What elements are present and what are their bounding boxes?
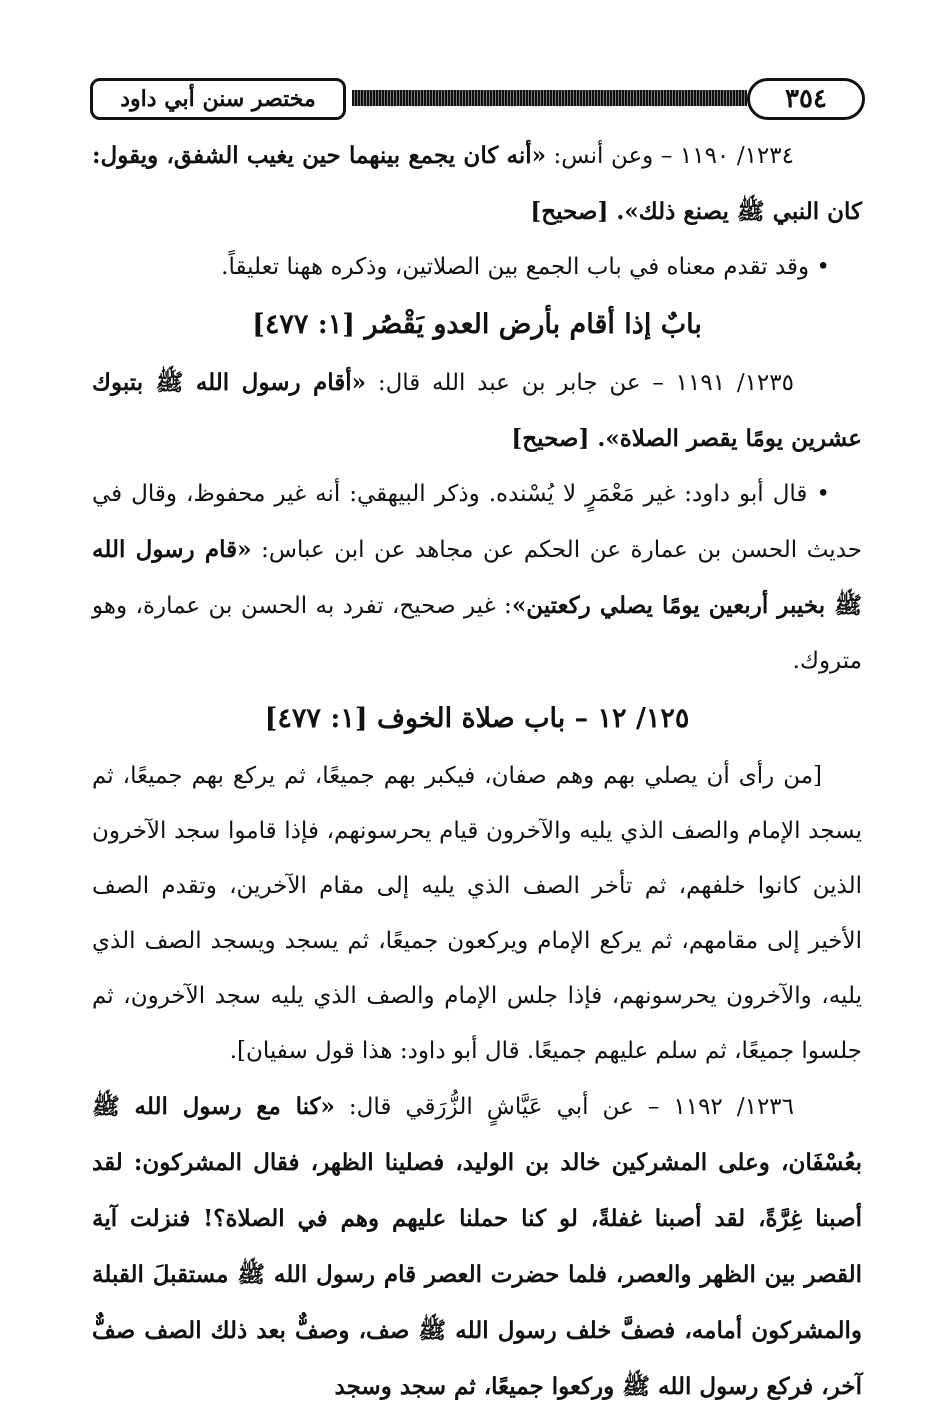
hadith-intro: – عن أبي عَيَّاشٍ الزُّرَقي قال: (334, 1094, 674, 1120)
book-title (90, 78, 346, 120)
note-text-part1: • قال أبو داود: غير مَعْمَرٍ لا يُسْنده. وذكر البيهقي: أنه غير محفوظ، وقال في حديث الحسن بن عمارة عن الحكم عن مجاهد عن ابن عباس: (92, 481, 862, 563)
hadith-1236 (92, 1079, 862, 1415)
chapter-heading-1: بابٌ إذا أقام بأرض العدو يَقْصُر [١: ٤٧٧] (252, 309, 702, 340)
hadith-number: ١٢٣٦/ ١١٩٢ (673, 1094, 795, 1120)
hadith-text: «أنه كان يجمع بينهما حين يغيب الشفق، ويقول: كان النبي ﷺ يصنع ذلك». [صحيح] (92, 142, 862, 225)
hadith-1235 (92, 355, 862, 467)
book-title-text: مختصر سنن أبي داود (120, 86, 316, 112)
page-number (747, 78, 865, 120)
commentary-note-1: • وقد تقدم معناه في باب الجمع بين الصلاتين، وذكره ههنا تعليقاً. (221, 254, 830, 280)
hadith-number: ١٢٣٤/ ١١٩٠ (679, 143, 794, 169)
page-content (92, 128, 862, 1415)
page-number-text: ٣٥٤ (785, 84, 827, 114)
chapter-summary: [من رأى أن يصلي بهم وهم صفان، فيكبر بهم جميعًا، ثم يركع بهم جميعًا، ثم يسجد الإمام والصف الذي يليه والآخرون قيام يحرسونهم، فإذا قاموا سجد الآخرون الذين كانوا خلفهم، ثم تأخر الصف الذي يليه إلى مقام الآخرين، وتقدم الصف الأخير إلى مقامهم، ثم يركع الإمام ويركعون جميعًا، ثم يسجد ويسجد الصف الذي يليه، والآخرون يحرسونهم، فإذا جلس الإمام والصف الذي يليه سجد الآخرون، ثم جلسوا جميعًا، ثم سلم عليهم جميعًا. قال أبو داود: هذا قول سفيان]. (92, 763, 862, 1064)
chapter-heading-2: ١٢٥/ ١٢ – باب صلاة الخوف [١: ٤٧٧] (264, 703, 690, 734)
hadith-intro: – وعن أنس: (546, 143, 680, 169)
hadith-text: «كنا مع رسول الله ﷺ بعُسْفَان، وعلى المشركين خالد بن الوليد، فصلينا الظهر، فقال المشركون: لقد أصبنا غِرَّةً، لقد أصبنا غفلةً، لو كنا حملنا عليهم وهم في الصلاة؟! فنزلت آية القصر بين الظهر والعصر، فلما حضرت العصر قام رسول الله ﷺ مستقبلَ القبلة والمشركون أمامه، فصفَّ خلف رسول الله ﷺ صف، وصفٌّ بعد ذلك الصف صفٌّ آخر، فركع رسول الله ﷺ وركعوا جميعًا، ثم سجد وسجد (92, 1093, 862, 1400)
note-quote: «قام رسول الله ﷺ بخيبر أربعين يومًا يصلي ركعتين» (92, 536, 862, 619)
hadith-intro: – عن جابر بن عبد الله قال: (366, 370, 676, 396)
commentary-note-2 (92, 467, 862, 689)
note-text-part2: : غير صحيح، تفرد به الحسن بن عمارة، وهو متروك. (92, 593, 862, 674)
header-rule (352, 90, 747, 106)
hadith-number: ١٢٣٥/ ١١٩١ (675, 370, 794, 396)
hadith-1234 (92, 128, 862, 240)
running-header (90, 78, 865, 122)
hadith-text: «أقام رسول الله ﷺ بتبوك عشرين يومًا يقصر الصلاة». [صحيح] (92, 369, 862, 452)
